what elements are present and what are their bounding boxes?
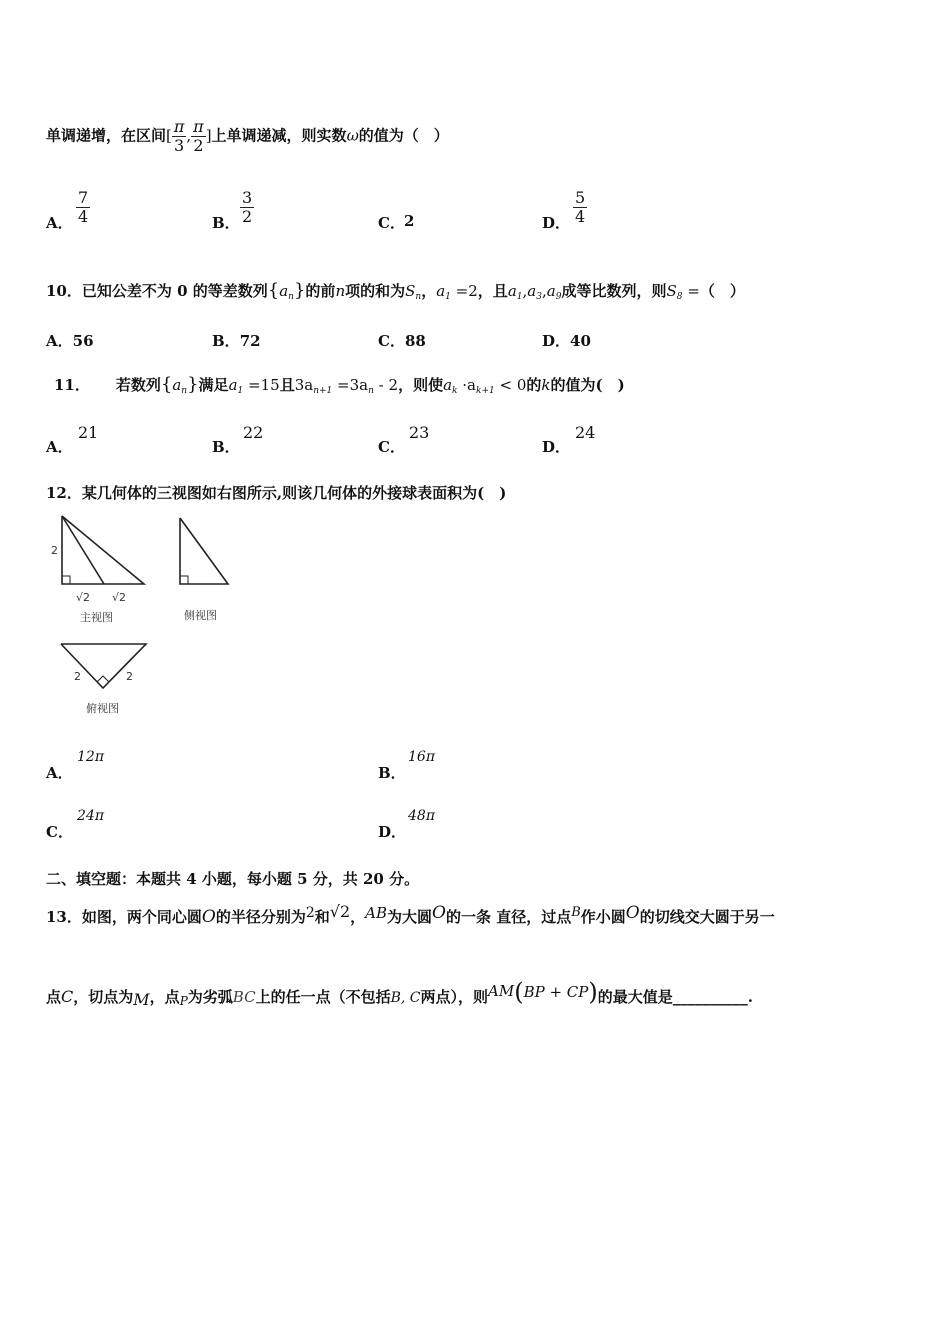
section-heading: 二、填空题：本题共 4 小题，每小题 5 分，共 20 分。 (46, 870, 420, 888)
q11-option-a-value: 21 (78, 423, 99, 442)
q9-option-c-label: C． (378, 214, 405, 232)
q11-option-b-value: 22 (243, 423, 264, 442)
height-label: 2 (51, 544, 58, 557)
front-view-label: 主视图 (80, 611, 113, 624)
interval-right-bracket: ] (205, 126, 212, 145)
q9-option-c-value: 2 (404, 212, 415, 230)
q10-option-d: D．40 (542, 332, 591, 350)
q9-option-d-label: D． (542, 214, 571, 232)
q10-option-a: A．56 (46, 332, 94, 350)
q9-option-b-value: $\frac{3}{2}$ (242, 188, 253, 226)
q12-option-c-label: C． (46, 823, 73, 841)
q10-option-c: C．88 (378, 332, 426, 350)
arc-bc: BC (232, 988, 256, 1006)
q11-option-d-value: 24 (575, 423, 596, 442)
q9-text-b: 上单调递减，则实数 (211, 126, 347, 145)
interval-left-bracket: [ (166, 126, 172, 145)
answer-blank[interactable]: __________ (672, 988, 748, 1006)
q11-option-d-label: D． (542, 438, 571, 456)
q11-option-c-value: 23 (409, 423, 430, 442)
q13-line-1: 13．如图，两个同心圆O的半径分别为2和√2，AB为大圆O的一条 直径，过点B作小圆O的切线交大圆于另一 (46, 902, 775, 927)
q12-option-c-value: 24π (77, 808, 105, 824)
side-view-label: 侧视图 (184, 609, 217, 622)
front-view (62, 516, 144, 584)
q10-line: 10．已知公差不为 0 的等差数列$\{a_n\}$的前n项的和为$S_n$，$a_1 =2$，且$a_1,a_3,a_9$成等比数列，则$S_8$ =（ ） (46, 280, 745, 302)
q12-question: 12．某几何体的三视图如右图所示,则该几何体的外接球表面积为( ) (46, 484, 507, 502)
top-view-label: 俯视图 (86, 702, 119, 715)
q11-line: 11． 若数列$\{a_n\}$满足$a_1 =15$且$3a_{n+1} =3a_n - 2$，则使$a_k \cdot a_{k+1} < 0$的k的值为( ) (54, 374, 625, 396)
k-symbol: k (541, 376, 551, 394)
q12-option-b-value: 16π (408, 749, 436, 765)
q12-option-a-label: A． (46, 764, 73, 782)
base-label-2: √2 (112, 591, 127, 604)
side-view (180, 518, 228, 584)
omega-symbol: ω (346, 126, 359, 145)
q9-option-b-label: B． (212, 214, 240, 232)
q11-number: 11． (54, 376, 90, 394)
s8-symbol: S (666, 282, 677, 300)
q9-text-c: 的值为（ ） (358, 126, 449, 145)
q10-text-a: 10．已知公差不为 0 的等差数列 (46, 282, 268, 300)
base-label-1: √2 (76, 591, 91, 604)
q11-option-c-label: C． (378, 438, 405, 456)
n-symbol: n (335, 282, 346, 300)
three-view-figure (44, 508, 254, 723)
q10-option-b: B．72 (212, 332, 261, 350)
q12-option-a-value: 12π (77, 749, 105, 765)
top-leg-label-2: 2 (126, 670, 133, 683)
pi-over-3: $\frac{\pi}{3}$ (173, 117, 185, 155)
q9-text-a: 单调递增，在区间 (46, 126, 167, 145)
q12-option-d-label: D． (378, 823, 407, 841)
q13-line-2: 点C，切点为M，点$_P$为劣弧BC上的任一点（不包括B, C两点），则AM(BP + CP)的最大值是__________. (46, 978, 753, 1009)
q9-line: 单调递增，在区间[ $\frac{\pi}{3}$ , $\frac{\pi}{2}$ ]上单调递减，则实数ω的值为（ ） (46, 117, 449, 155)
s-n-symbol: S (405, 282, 416, 300)
q12-option-b-label: B． (378, 764, 406, 782)
q11-option-a-label: A． (46, 438, 73, 456)
q9-option-a-value: $\frac{7}{4}$ (78, 188, 89, 226)
top-leg-label-1: 2 (74, 670, 81, 683)
q12-option-d-value: 48π (408, 808, 436, 824)
q11-option-b-label: B． (212, 438, 240, 456)
q9-option-a-label: A． (46, 214, 73, 232)
pi-over-2: $\frac{\pi}{2}$ (193, 117, 204, 155)
q9-option-d-value: $\frac{5}{4}$ (575, 188, 586, 226)
